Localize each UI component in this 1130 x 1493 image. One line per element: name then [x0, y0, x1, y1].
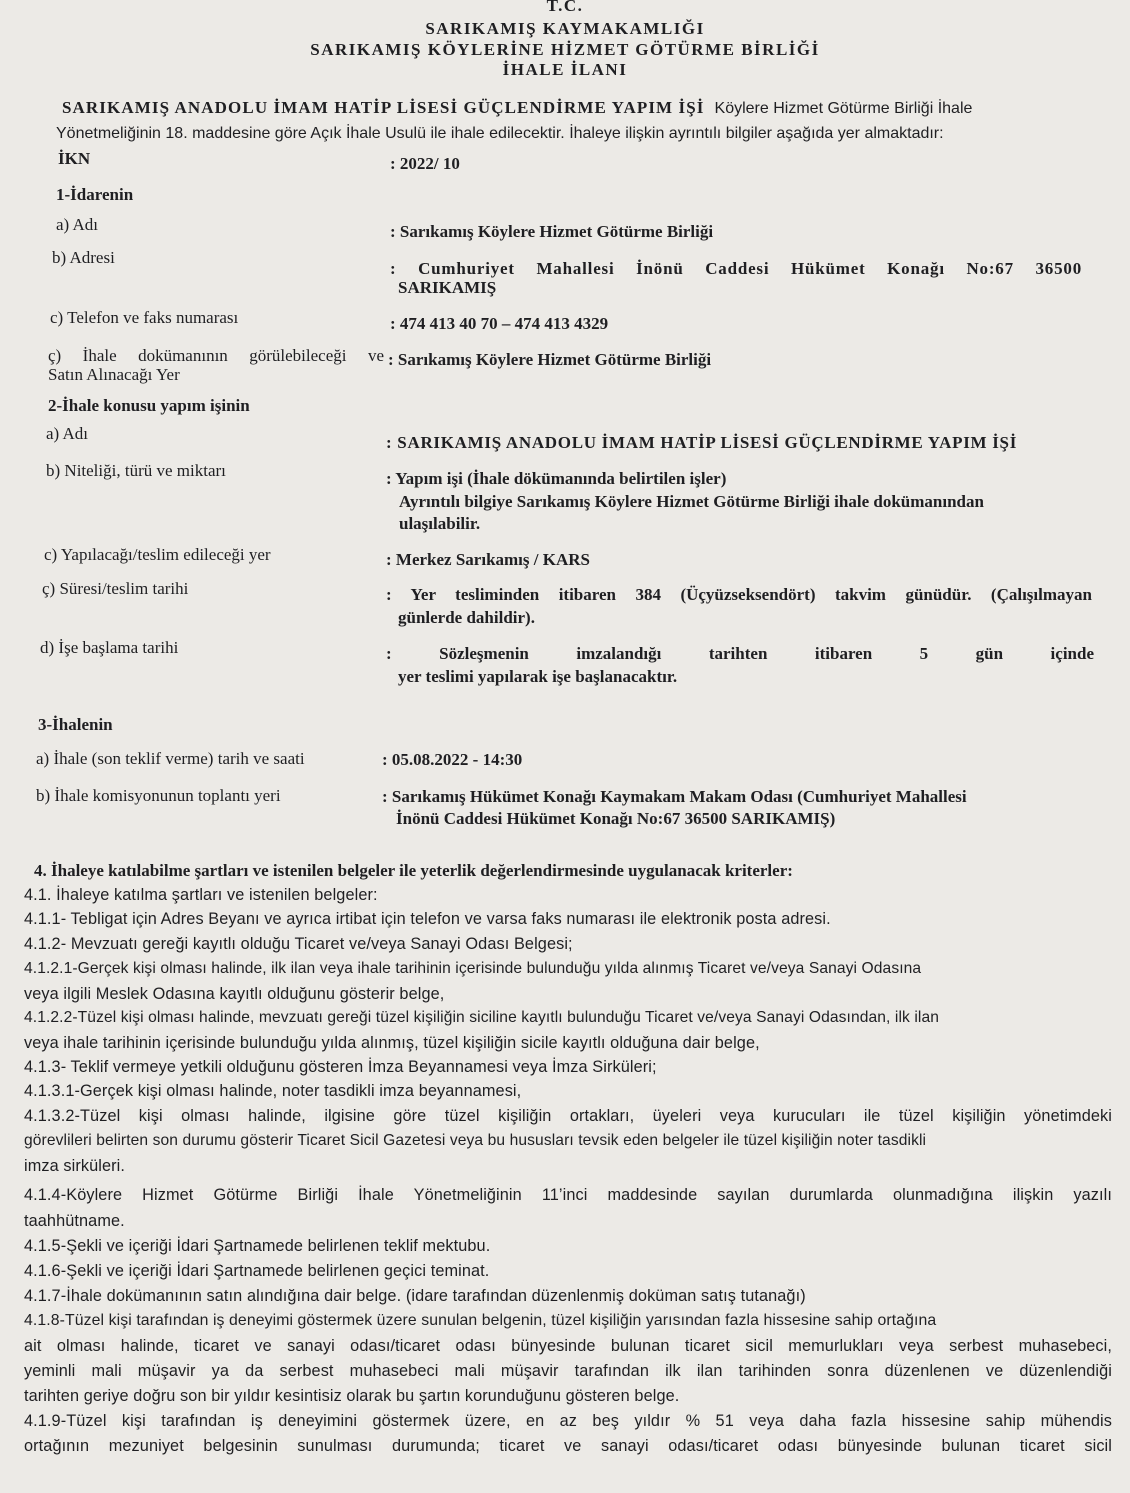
sartlar-line: veya ihale tarihinin içerisinde bulunduğu yılda alınmış, tüzel kişiliğin sicile kayıtlı olduğuna dair belge,: [24, 1034, 760, 1052]
sartlar-line: 4.1.2.2-Tüzel kişi olması halinde, mevzuatı gereği tüzel kişiliğin siciline kayıtlı bulunduğu Ticaret ve/veya Sanayi Odasından, ilk ilan: [24, 1009, 940, 1026]
sartlar-line: 4.1.2- Mevzuatı gereği kayıtlı olduğu Ticaret ve/veya Sanayi Odası Belgesi;: [24, 935, 573, 953]
header-tc: T.C.: [546, 0, 584, 15]
ihale-yer-line1: : Sarıkamış Hükümet Konağı Kaymakam Makam Odası (Cumhuriyet Mahallesi: [382, 787, 967, 806]
idare-adres-line2: SARIKAMIŞ: [398, 278, 497, 297]
ihale-yer-label: b) İhale komisyonunun toplantı yeri: [36, 786, 281, 805]
ihale-tarih-value: : 05.08.2022 - 14:30: [382, 750, 523, 769]
is-nitelik-line3: ulaşılabilir.: [399, 514, 481, 533]
idare-adres-label: b) Adresi: [52, 248, 115, 267]
sartlar-line: 4.1.3.1-Gerçek kişi olması halinde, noter tasdikli imza beyannamesi,: [24, 1082, 522, 1100]
sartlar-line: 4.1.2.1-Gerçek kişi olması halinde, ilk ilan veya ihale tarihinin içerisinde bulunduğu yılda alınmış Ticaret ve/veya Sanayi Odasına: [24, 960, 922, 977]
is-nitelik-line2: Ayrıntılı bilgiye Sarıkamış Köylere Hizmet Götürme Birliği ihale dokümanından: [399, 492, 984, 511]
idare-dokuman-value: : Sarıkamış Köylere Hizmet Götürme Birliği: [388, 350, 712, 369]
is-baslama-line1: : Sözleşmenin imzalandığı tarihten itibaren 5 gün içinde: [386, 644, 1094, 663]
is-sure-label: ç) Süresi/teslim tarihi: [42, 579, 189, 598]
sartlar-line: yeminli mali müşavir ya da serbest muhasebeci mali müşavir tarafından ilk ilan tarihinden sonra düzenlenen ve düzenlendiği: [24, 1362, 1112, 1380]
is-yer-label: c) Yapılacağı/teslim edileceği yer: [44, 545, 271, 564]
sartlar-line: 4.1.1- Tebligat için Adres Beyanı ve ayrıca irtibat için telefon ve varsa faks numarası ile elektronik posta adresi.: [24, 910, 831, 928]
is-sure-line1: : Yer tesliminden itibaren 384 (Üçyüzseksendört) takvim günüdür. (Çalışılmayan: [386, 585, 1092, 604]
header-birlik: SARIKAMIŞ KÖYLERİNE HİZMET GÖTÜRME BİRLİĞİ: [310, 40, 820, 59]
ihale-yer-line2: İnönü Caddesi Hükümet Konağı No:67 36500 SARIKAMIŞ): [396, 809, 836, 828]
idare-tel-value: : 474 413 40 70 – 474 413 4329: [390, 314, 609, 333]
is-sure-line2: günlerde dahildir).: [398, 608, 535, 627]
idare-adres-line1: : Cumhuriyet Mahallesi İnönü Caddesi Hükümet Konağı No:67 36500: [390, 259, 1082, 278]
idare-tel-label: c) Telefon ve faks numarası: [50, 308, 239, 327]
is-adi-value: : SARIKAMIŞ ANADOLU İMAM HATİP LİSESİ GÜÇLENDİRME YAPIM İŞİ: [386, 433, 1018, 452]
section-is-heading: 2-İhale konusu yapım işinin: [48, 396, 250, 415]
sartlar-line: 4.1.9-Tüzel kişi tarafından iş deneyimini göstermek üzere, en az beş yıldır % 51 veya daha fazla hissesine sahip mühendis: [24, 1412, 1112, 1430]
is-nitelik-line1: : Yapım işi (İhale dökümanında belirtilen işler): [386, 469, 727, 488]
sartlar-line: taahhütname.: [24, 1212, 125, 1230]
intro-line1-rest: Köylere Hizmet Götürme Birliği İhale: [714, 100, 973, 117]
sartlar-line: 4.1.3.2-Tüzel kişi olması halinde, ilgisine göre tüzel kişiliğin ortakları, üyeleri veya kurucuları ile tüzel kişiliğin yönetimdeki: [24, 1107, 1112, 1125]
section-idare-heading: 1-İdarenin: [56, 185, 134, 204]
ikn-label: İKN: [58, 149, 91, 168]
section-sartlar-heading: 4. İhaleye katılabilme şartları ve istenilen belgeler ile yeterlik değerlendirmesinde uygulanacak kriterler:: [34, 861, 793, 880]
header-kaymakamlik: SARIKAMIŞ KAYMAKAMLIĞI: [425, 19, 705, 38]
section-ihale-heading: 3-İhalenin: [38, 715, 113, 734]
header-ilan: İHALE İLANI: [502, 60, 628, 79]
intro-line1: [62, 98, 1080, 118]
sartlar-line: veya ilgili Meslek Odasına kayıtlı olduğunu gösterir belge,: [24, 985, 445, 1003]
idare-dokuman-label1: ç) İhale dokümanının görülebileceği ve: [48, 346, 384, 365]
sartlar-line: tarihten geriye doğru son bir yıldır kesintisiz olarak bu şartın korunduğunu gösteren belge.: [24, 1387, 680, 1405]
sartlar-line: 4.1.5-Şekli ve içeriği İdari Şartnamede belirlenen teklif mektubu.: [24, 1237, 491, 1255]
sartlar-line: imza sirküleri.: [24, 1157, 126, 1175]
sartlar-line: 4.1.3- Teklif vermeye yetkili olduğunu gösteren İmza Beyannamesi veya İmza Sirküleri;: [24, 1058, 657, 1076]
is-adi-label: a) Adı: [46, 424, 89, 443]
is-baslama-line2: yer teslimi yapılarak işe başlanacaktır.: [398, 667, 678, 686]
sartlar-line: görevlileri belirten son durumu gösterir Ticaret Sicil Gazetesi veya bu hususları tevsik eden belgeler ile tüzel kişiliğin noter tasdikli: [24, 1132, 927, 1149]
sartlar-line: 4.1.8-Tüzel kişi tarafından iş deneyimi göstermek üzere sunulan belgenin, tüzel kişiliğin yarısından fazla hissesine sahip ortağına: [24, 1312, 937, 1329]
is-baslama-label: d) İşe başlama tarihi: [40, 638, 179, 657]
idare-dokuman-label2: Satın Alınacağı Yer: [48, 365, 180, 384]
sartlar-line: ortağının mezuniyet belgesinin sunulması durumunda; ticaret ve sanayi odası/ticaret odası bünyesinde bulunan ticaret sicil: [24, 1437, 1112, 1455]
idare-adi-label: a) Adı: [56, 215, 99, 234]
ihale-tarih-label: a) İhale (son teklif verme) tarih ve saati: [36, 749, 305, 768]
sartlar-line: 4.1.7-İhale dokümanının satın alındığına dair belge. (idare tarafından düzenlenmiş doküman satış tutanağı): [24, 1287, 806, 1305]
idare-adi-value: : Sarıkamış Köylere Hizmet Götürme Birliği: [390, 222, 714, 241]
intro-title: SARIKAMIŞ ANADOLU İMAM HATİP LİSESİ GÜÇLENDİRME YAPIM İŞİ: [62, 98, 705, 117]
sartlar-line: 4.1.4-Köylere Hizmet Götürme Birliği İhale Yönetmeliğinin 11’inci maddesinde sayılan durumlarda olunmadığına ilişkin yazılı: [24, 1186, 1112, 1204]
ikn-value: : 2022/ 10: [390, 154, 460, 173]
sartlar-line: 4.1. İhaleye katılma şartları ve istenilen belgeler:: [24, 886, 378, 904]
intro-line2: Yönetmeliğinin 18. maddesine göre Açık İhale Usulü ile ihale edilecektir. İhaleye ilişkin ayrıntılı bilgiler aşağıda yer almaktadır:: [56, 125, 944, 142]
sartlar-line: ait olması halinde, ticaret ve sanayi odası/ticaret odası bünyesinde bulunan ticaret sicil memurlukları veya serbest muhasebeci,: [24, 1337, 1112, 1355]
sartlar-line: 4.1.6-Şekli ve içeriği İdari Şartnamede belirlenen geçici teminat.: [24, 1262, 490, 1280]
is-nitelik-label: b) Niteliği, türü ve miktarı: [46, 461, 226, 480]
is-yer-value: : Merkez Sarıkamış / KARS: [386, 550, 590, 569]
